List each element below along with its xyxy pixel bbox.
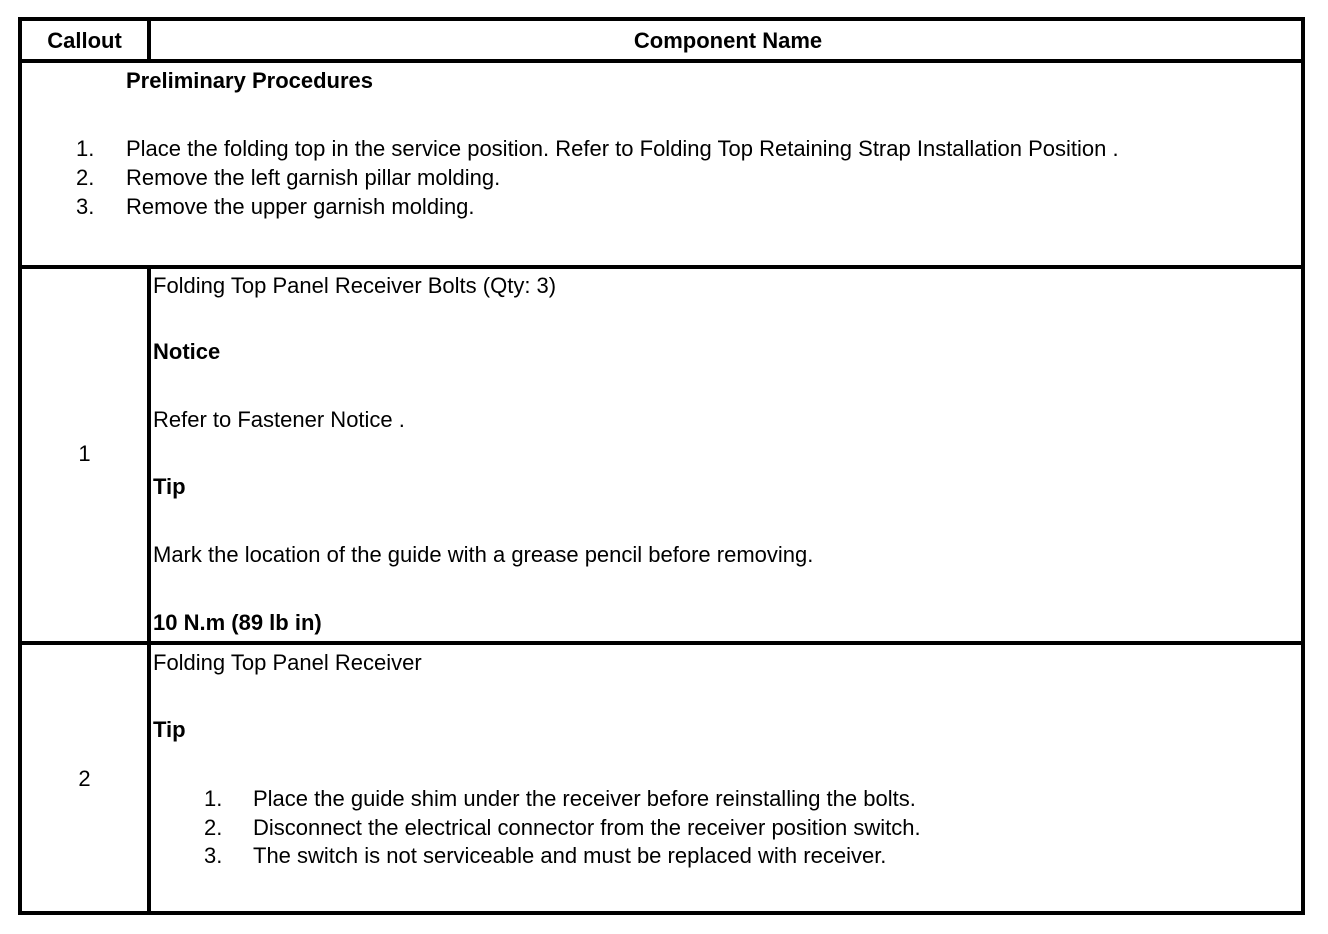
row1-bottom-border (22, 641, 1301, 645)
row2-tip-num: 1. (204, 786, 223, 811)
prelim-bottom-border (22, 265, 1301, 269)
prelim-step-num: 3. (76, 194, 95, 219)
row1-torque: 10 N.m (89 lb in) (153, 610, 322, 635)
row2-component-name: Folding Top Panel Receiver (153, 650, 422, 675)
prelim-step-text: Remove the upper garnish molding. (126, 194, 475, 219)
header-bottom-border (22, 59, 1301, 63)
row1-notice-label: Notice (153, 339, 221, 364)
row2-tip-text: Place the guide shim under the receiver before reinstalling the bolts. (253, 786, 916, 811)
header-callout: Callout (47, 28, 122, 53)
prelim-step-num: 2. (76, 165, 95, 190)
row1-callout: 1 (78, 441, 91, 466)
row2-tip-num: 2. (204, 815, 223, 840)
header-component-name: Component Name (633, 28, 823, 53)
preliminary-title: Preliminary Procedures (126, 68, 374, 93)
prelim-step-num: 1. (76, 136, 95, 161)
prelim-step-text: Remove the left garnish pillar molding. (126, 165, 501, 190)
row2-tip-text: Disconnect the electrical connector from the receiver position switch. (253, 815, 921, 840)
row2-tip-num: 3. (204, 843, 223, 868)
row1-component-name: Folding Top Panel Receiver Bolts (Qty: 3) (153, 273, 557, 298)
procedure-table (18, 17, 1305, 915)
row2-tip-label: Tip (153, 717, 186, 742)
row1-notice-text: Refer to Fastener Notice . (153, 407, 405, 432)
row1-tip-text: Mark the location of the guide with a grease pencil before removing. (153, 542, 814, 567)
row2-divider (147, 641, 151, 915)
row2-callout: 2 (78, 766, 91, 791)
row1-divider (147, 265, 151, 645)
row1-tip-label: Tip (153, 474, 186, 499)
prelim-step-text: Place the folding top in the service position. Refer to Folding Top Retaining Strap Installation Position . (126, 136, 1119, 161)
row2-tip-text: The switch is not serviceable and must be replaced with receiver. (253, 843, 887, 868)
